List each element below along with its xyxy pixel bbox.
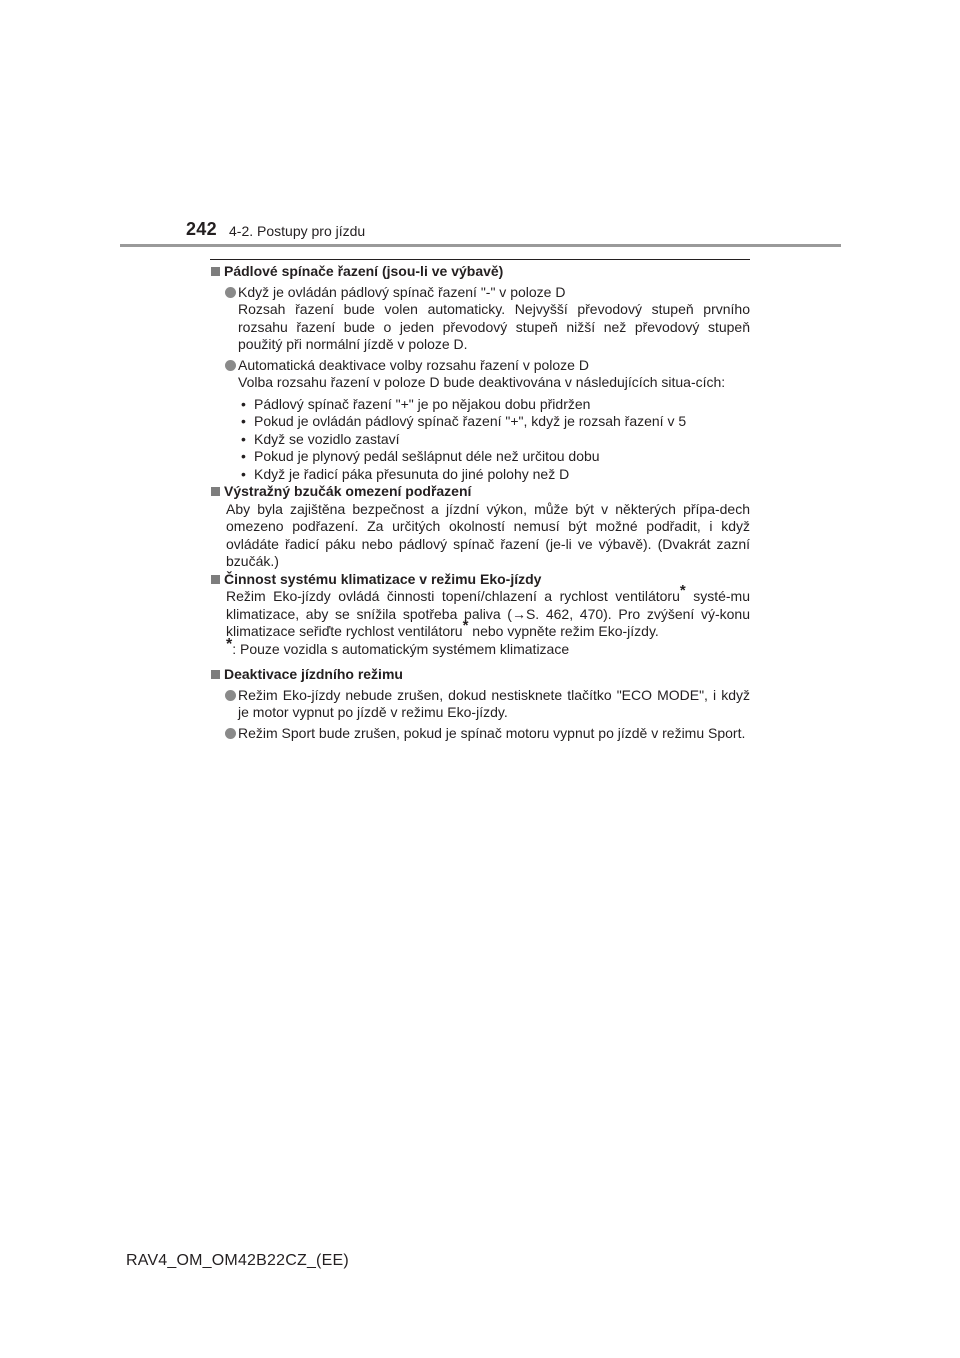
body-text: Režim Eko-jízdy ovládá činnosti topení/chlazení a rychlost ventilátoru [226, 588, 680, 604]
list-item [241, 413, 750, 431]
list-item [241, 395, 750, 414]
body-text: nebo vypněte režim Eko-jízdy. [468, 623, 659, 639]
footnote-marker: * [226, 635, 233, 653]
list-item-text: Pádlový spínač řazení "+" je po nějakou dobu přidržen [254, 395, 591, 412]
dot-bullet-icon: • [241, 465, 246, 482]
list-item-text: Pokud je plynový pedál sešlápnut déle než určitou dobu [254, 448, 600, 464]
bullet-text: Režim Sport bude zrušen, pokud je spínač motoru vypnut po jízdě v režimu Sport. [238, 724, 746, 741]
circle-bullet-icon [225, 728, 236, 739]
section-heading-text: Deaktivace jízdního režimu [224, 666, 403, 682]
square-bullet-icon [211, 267, 220, 276]
bullet-paragraph [210, 284, 750, 354]
dot-bullet-icon: • [241, 395, 246, 412]
bullet-paragraph [210, 725, 750, 743]
page-number: 242 [186, 219, 217, 239]
footnote-marker: * [462, 617, 469, 634]
bullet-title: Když je ovládán pádlový spínač řazení "-" v poloze D [238, 283, 566, 300]
circle-bullet-icon [225, 690, 236, 701]
footnote-text: : Pouze vozidla s automatickým systémem klimatizace [232, 640, 570, 657]
section-heading-paddle [210, 263, 750, 281]
dot-bullet-icon: • [241, 413, 246, 429]
body-text: systé-mu klimatizace, aby se snížila spotřeba paliva (→S. 462, 470). Pro zvýšení vý-konu klimatizace seřiďte rychlost ventilátoru [226, 588, 750, 639]
list-item-text: Pokud je ovládán pádlový spínač řazení "+", když je rozsah řazení v 5 [254, 413, 687, 429]
page-content [210, 263, 750, 742]
section-body [210, 582, 750, 641]
square-bullet-icon [211, 670, 220, 679]
footnote-marker: * [679, 582, 686, 599]
bullet-text: Rozsah řazení bude volen automaticky. Nejvyšší převodový stupeň prvního rozsahu řazení bude o jeden převodový stupeň nižší než převodový stupeň použitý při normální jízdě v poloze D. [238, 301, 750, 352]
footer-code: RAV4_OM_OM42B22CZ_(EE) [126, 1252, 349, 1269]
square-bullet-icon [211, 575, 220, 584]
chapter-title: 4-2. Postupy pro jízdu [229, 223, 366, 239]
list-item-text: Když je řadicí páka přesunuta do jiné polohy než D [254, 465, 570, 482]
list-item [241, 448, 750, 466]
section-heading-deactivate [210, 666, 750, 684]
condition-list [210, 396, 750, 484]
bullet-paragraph [210, 357, 750, 392]
section-body: Aby byla zajištěna bezpečnost a jízdní výkon, může být v některých přípa-dech omezeno podřazení. Za určitých okolností nemusí být možné podřadit, i když ovládáte řadicí páku nebo pádlový spínač řazení (je-li ve výbavě). (Dvakrát zazní bzučák.) [226, 500, 750, 569]
dot-bullet-icon: • [241, 430, 246, 447]
footnote [210, 635, 750, 659]
circle-bullet-icon [225, 360, 236, 371]
list-item-text: Když se vozidlo zastaví [254, 430, 400, 447]
header-divider [120, 244, 841, 247]
circle-bullet-icon [225, 287, 236, 298]
square-bullet-icon [211, 487, 220, 496]
dot-bullet-icon: • [241, 448, 246, 464]
list-item [241, 430, 750, 449]
bullet-text: Volba rozsahu řazení v poloze D bude deaktivována v následujících situa-cích: [238, 374, 726, 390]
content-divider [210, 259, 750, 260]
section-heading-climate [210, 571, 750, 589]
section-heading-text: Činnost systému klimatizace v režimu Eko-jízdy [224, 570, 542, 587]
section-heading-buzzer [210, 483, 750, 501]
section-heading-text: Pádlové spínače řazení (jsou-li ve výbavě) [224, 263, 504, 279]
bullet-title: Automatická deaktivace volby rozsahu řazení v poloze D [238, 356, 589, 373]
bullet-paragraph [210, 687, 750, 722]
section-heading-text: Výstražný bzučák omezení podřazení [224, 483, 472, 499]
list-item [241, 465, 750, 484]
bullet-text: Režim Eko-jízdy nebude zrušen, dokud nestisknete tlačítko "ECO MODE", i když je motor vypnut po jízdě v režimu Eko-jízdy. [238, 686, 750, 720]
